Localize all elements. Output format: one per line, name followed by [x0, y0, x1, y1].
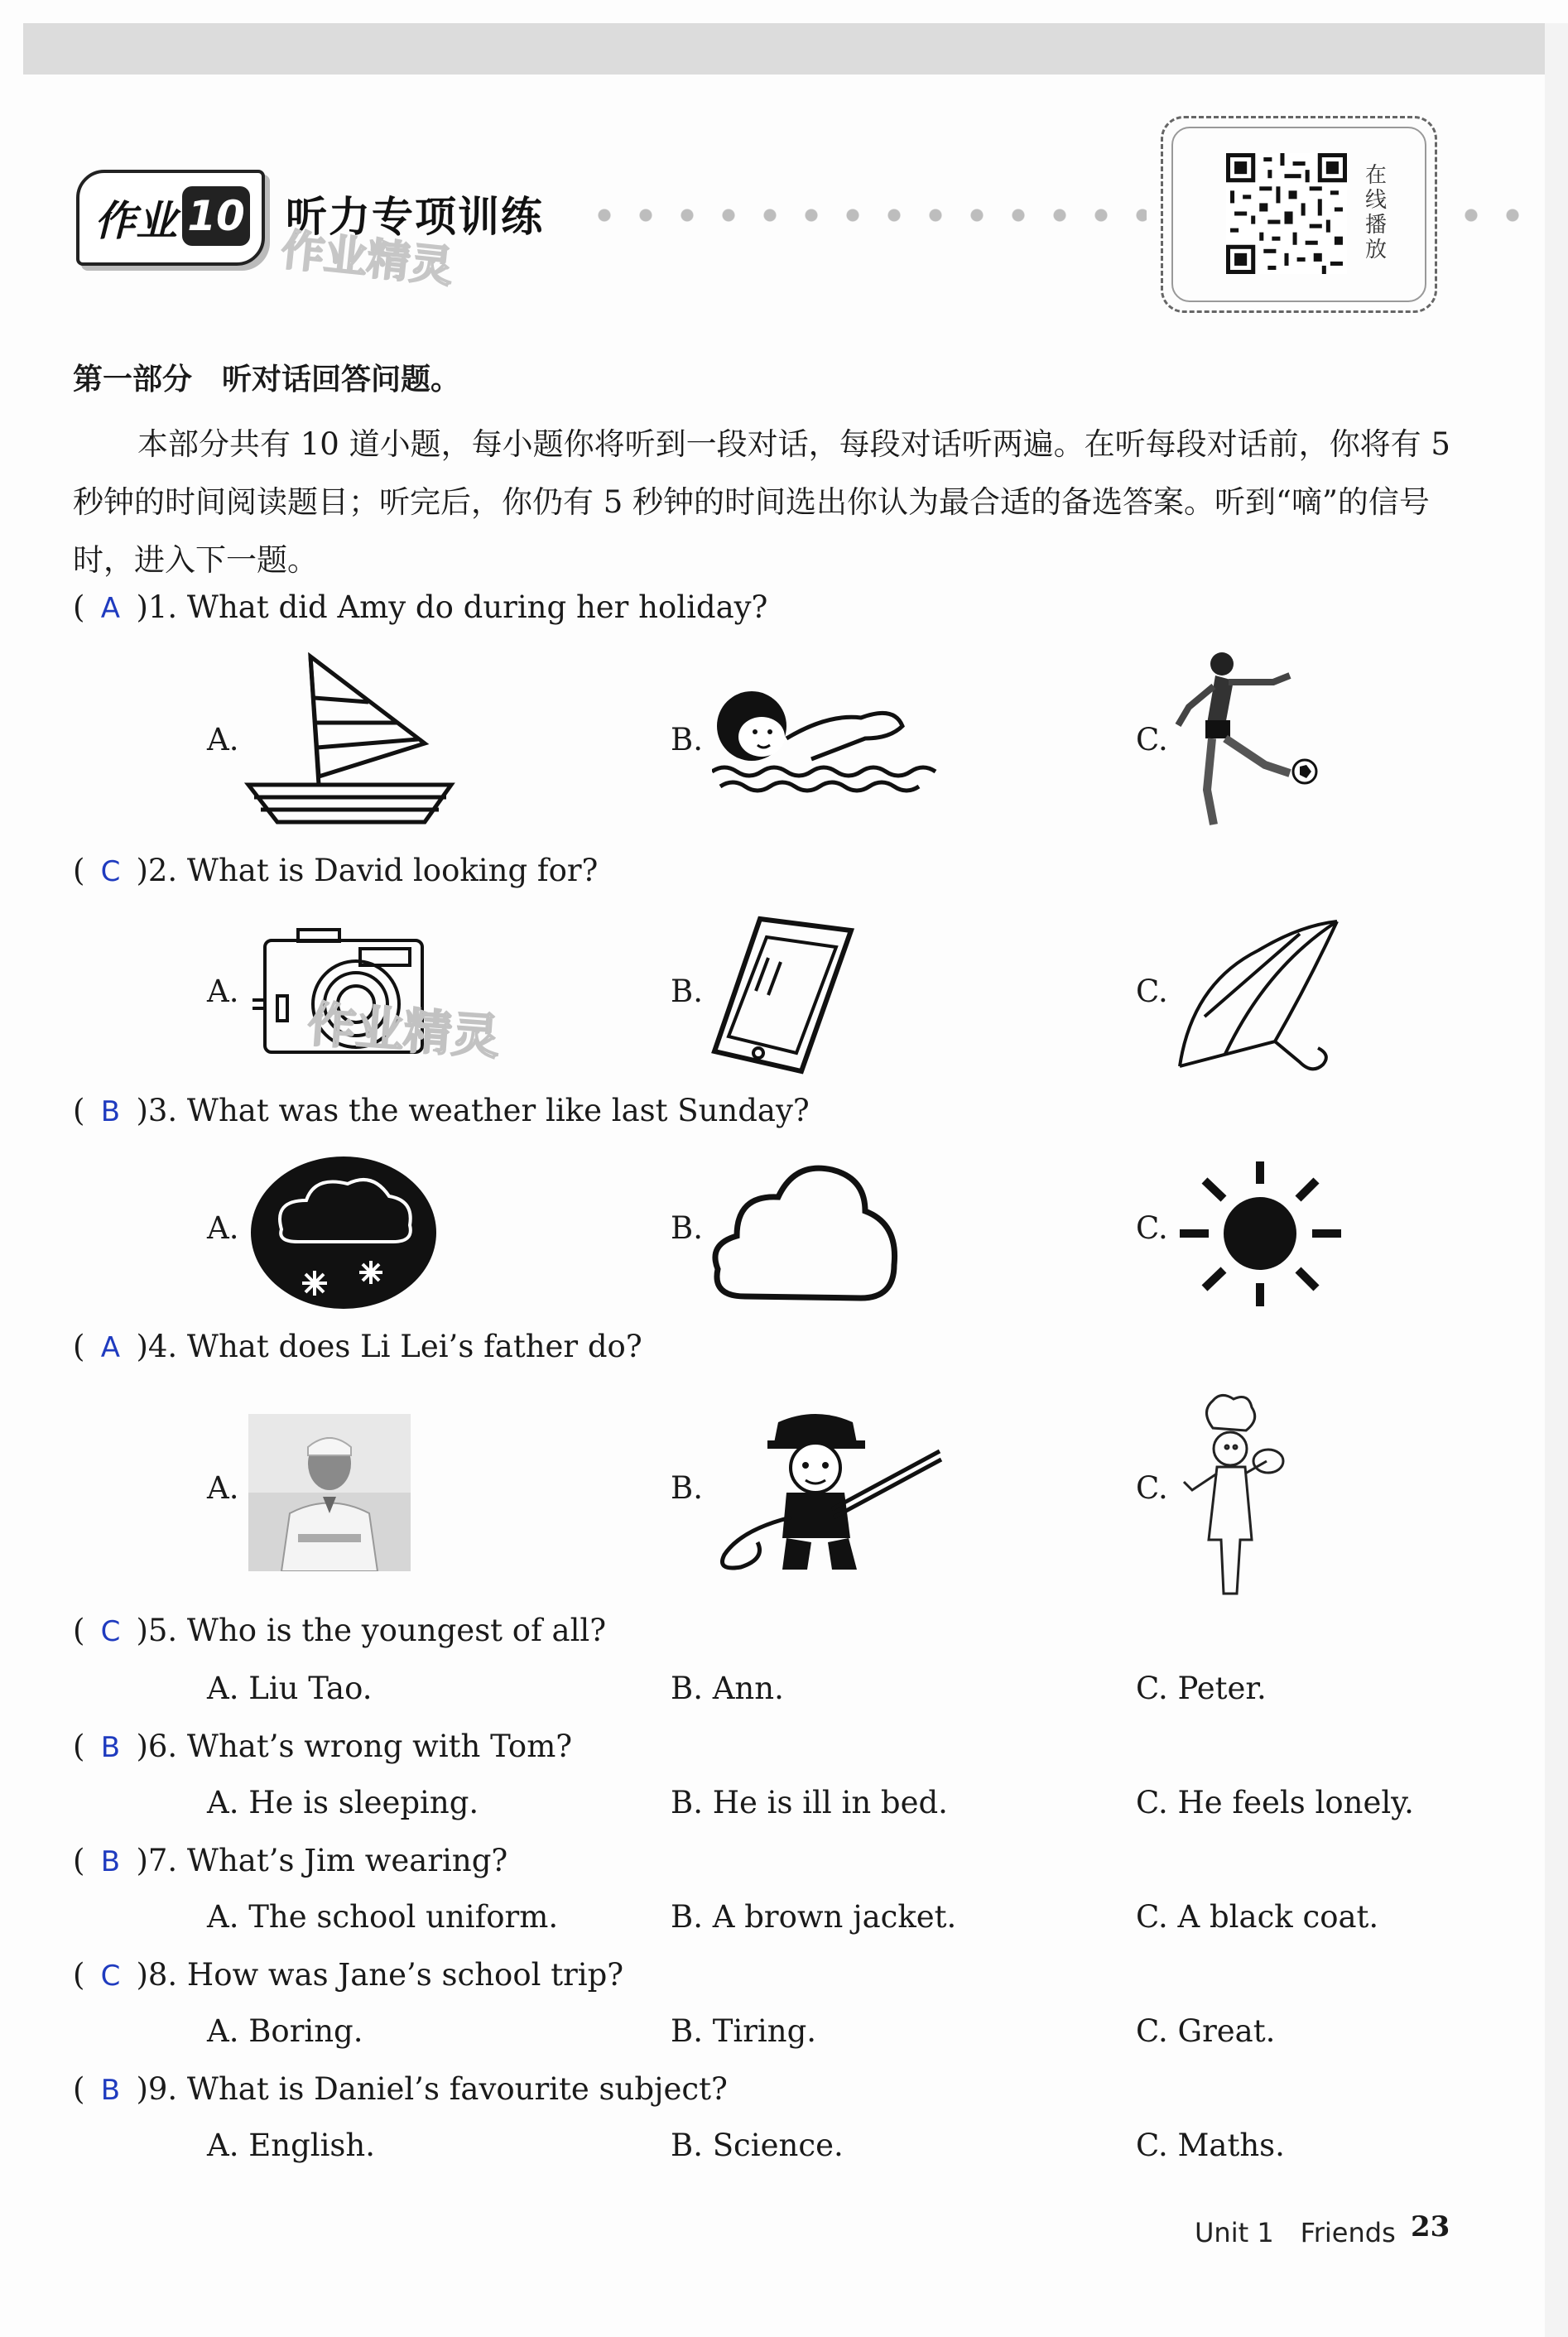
option-b: B. A brown jacket.	[671, 1899, 957, 1935]
option-a: A. English.	[207, 2128, 376, 2163]
question-6: ( B )6. What’s wrong with Tom?	[73, 1729, 573, 1764]
option-label-c: C.	[1136, 1210, 1168, 1246]
option-label-b: B.	[671, 722, 703, 757]
question-text: )8. How was Jane’s school trip?	[136, 1957, 624, 1993]
answer-mark: B	[100, 1845, 121, 1878]
sun-icon	[1176, 1157, 1345, 1310]
question-9: ( B )9. What is Daniel’s favourite subject?	[73, 2071, 728, 2107]
question-2: ( C )2. What is David looking for?	[73, 853, 599, 888]
answer-mark: C	[100, 855, 121, 888]
option-label-c: C.	[1136, 722, 1168, 757]
doctor-photo	[248, 1414, 411, 1571]
qr-caption-char: 播	[1364, 213, 1387, 238]
question-8: ( C )8. How was Jane’s school trip?	[73, 1957, 624, 1993]
answer-mark: C	[100, 1615, 121, 1648]
option-c: C. Great.	[1136, 2013, 1276, 2049]
snow-cloud-icon	[248, 1155, 439, 1310]
question-text: )4. What does Li Lei’s father do?	[136, 1329, 642, 1364]
answer-mark: B	[100, 1095, 121, 1128]
answer-mark: B	[100, 1731, 121, 1764]
option-label-a: A.	[207, 722, 239, 757]
answer-mark: B	[100, 2074, 121, 2107]
swimmer-icon	[712, 680, 944, 796]
footer-unit: Unit 1 Friends	[1195, 2217, 1396, 2248]
qr-code-panel[interactable]	[1161, 116, 1437, 313]
instructions-paragraph: 本部分共有 10 道小题，每小题你将听到一段对话，每段对话听两遍。在听每段对话前，你将有 5 秒钟的时间阅读题目；听完后，你仍有 5 秒钟的时间选出你认为最合适的备选答案。听到“嘀”的信号时，进入下一题。	[73, 426, 1450, 578]
badge-word: 作业	[94, 197, 177, 245]
option-label-b: B.	[671, 1470, 703, 1506]
option-label-c: C.	[1136, 1470, 1168, 1506]
option-label-b: B.	[671, 1210, 703, 1246]
page-title: 听力专项训练	[286, 193, 544, 241]
question-text: )6. What’s wrong with Tom?	[136, 1729, 573, 1764]
option-c: C. He feels lonely.	[1136, 1785, 1414, 1820]
qr-caption-char: 线	[1364, 188, 1387, 213]
option-b: B. Ann.	[671, 1671, 784, 1706]
answer-mark: A	[100, 592, 121, 625]
option-c: C. A black coat.	[1136, 1899, 1379, 1935]
option-a: A. Liu Tao.	[207, 1671, 373, 1706]
question-5: ( C )5. Who is the youngest of all?	[73, 1613, 607, 1648]
question-text: )2. What is David looking for?	[136, 853, 599, 888]
option-label-b: B.	[671, 974, 703, 1009]
qr-code-icon[interactable]	[1226, 153, 1347, 274]
option-label-a: A.	[207, 1210, 239, 1246]
option-label-c: C.	[1136, 974, 1168, 1009]
umbrella-icon	[1176, 917, 1341, 1075]
question-text: )7. What’s Jim wearing?	[136, 1843, 508, 1878]
dotted-divider	[584, 207, 1147, 224]
watermark: 作业精灵	[278, 225, 456, 293]
top-gray-bar	[23, 23, 1545, 75]
homework-badge	[76, 170, 265, 266]
firefighter-icon	[708, 1406, 944, 1575]
qr-caption-char: 在	[1364, 163, 1387, 188]
option-a: A. He is sleeping.	[207, 1785, 479, 1820]
option-c: C. Peter.	[1136, 1671, 1267, 1706]
question-3: ( B )3. What was the weather like last Sunday?	[73, 1093, 810, 1128]
page-edge-strip	[1545, 23, 1568, 2337]
answer-mark: C	[100, 1960, 121, 1993]
option-a: A. Boring.	[207, 2013, 363, 2049]
soccer-player-icon	[1174, 649, 1323, 833]
question-text: )9. What is Daniel’s favourite subject?	[136, 2071, 728, 2107]
question-text: )1. What did Amy do during her holiday?	[136, 589, 768, 625]
option-c: C. Maths.	[1136, 2128, 1285, 2163]
option-b: B. He is ill in bed.	[671, 1785, 948, 1820]
badge-number: 10	[182, 186, 250, 246]
chef-icon	[1176, 1391, 1287, 1598]
option-b: B. Science.	[671, 2128, 844, 2163]
mobile-phone-icon	[710, 912, 855, 1076]
section-title: 第一部分 听对话回答问题。	[73, 363, 461, 397]
sailboat-icon	[244, 652, 455, 830]
question-text: )3. What was the weather like last Sunday?	[136, 1093, 810, 1128]
question-7: ( B )7. What’s Jim wearing?	[73, 1843, 508, 1878]
question-1: ( A )1. What did Amy do during her holiday?	[73, 589, 768, 625]
option-a: A. The school uniform.	[207, 1899, 559, 1935]
answer-mark: A	[100, 1331, 121, 1364]
option-label-a: A.	[207, 974, 239, 1009]
option-label-a: A.	[207, 1470, 239, 1506]
watermark: 作业精灵	[305, 995, 502, 1065]
dotted-divider-right	[1450, 207, 1542, 224]
cloud-icon	[708, 1157, 902, 1308]
qr-caption	[1364, 163, 1388, 262]
page-number: 23	[1411, 2210, 1450, 2243]
option-b: B. Tiring.	[671, 2013, 817, 2049]
qr-caption-char: 放	[1364, 238, 1387, 262]
question-text: )5. Who is the youngest of all?	[136, 1613, 607, 1648]
question-4: ( A )4. What does Li Lei’s father do?	[73, 1329, 642, 1364]
